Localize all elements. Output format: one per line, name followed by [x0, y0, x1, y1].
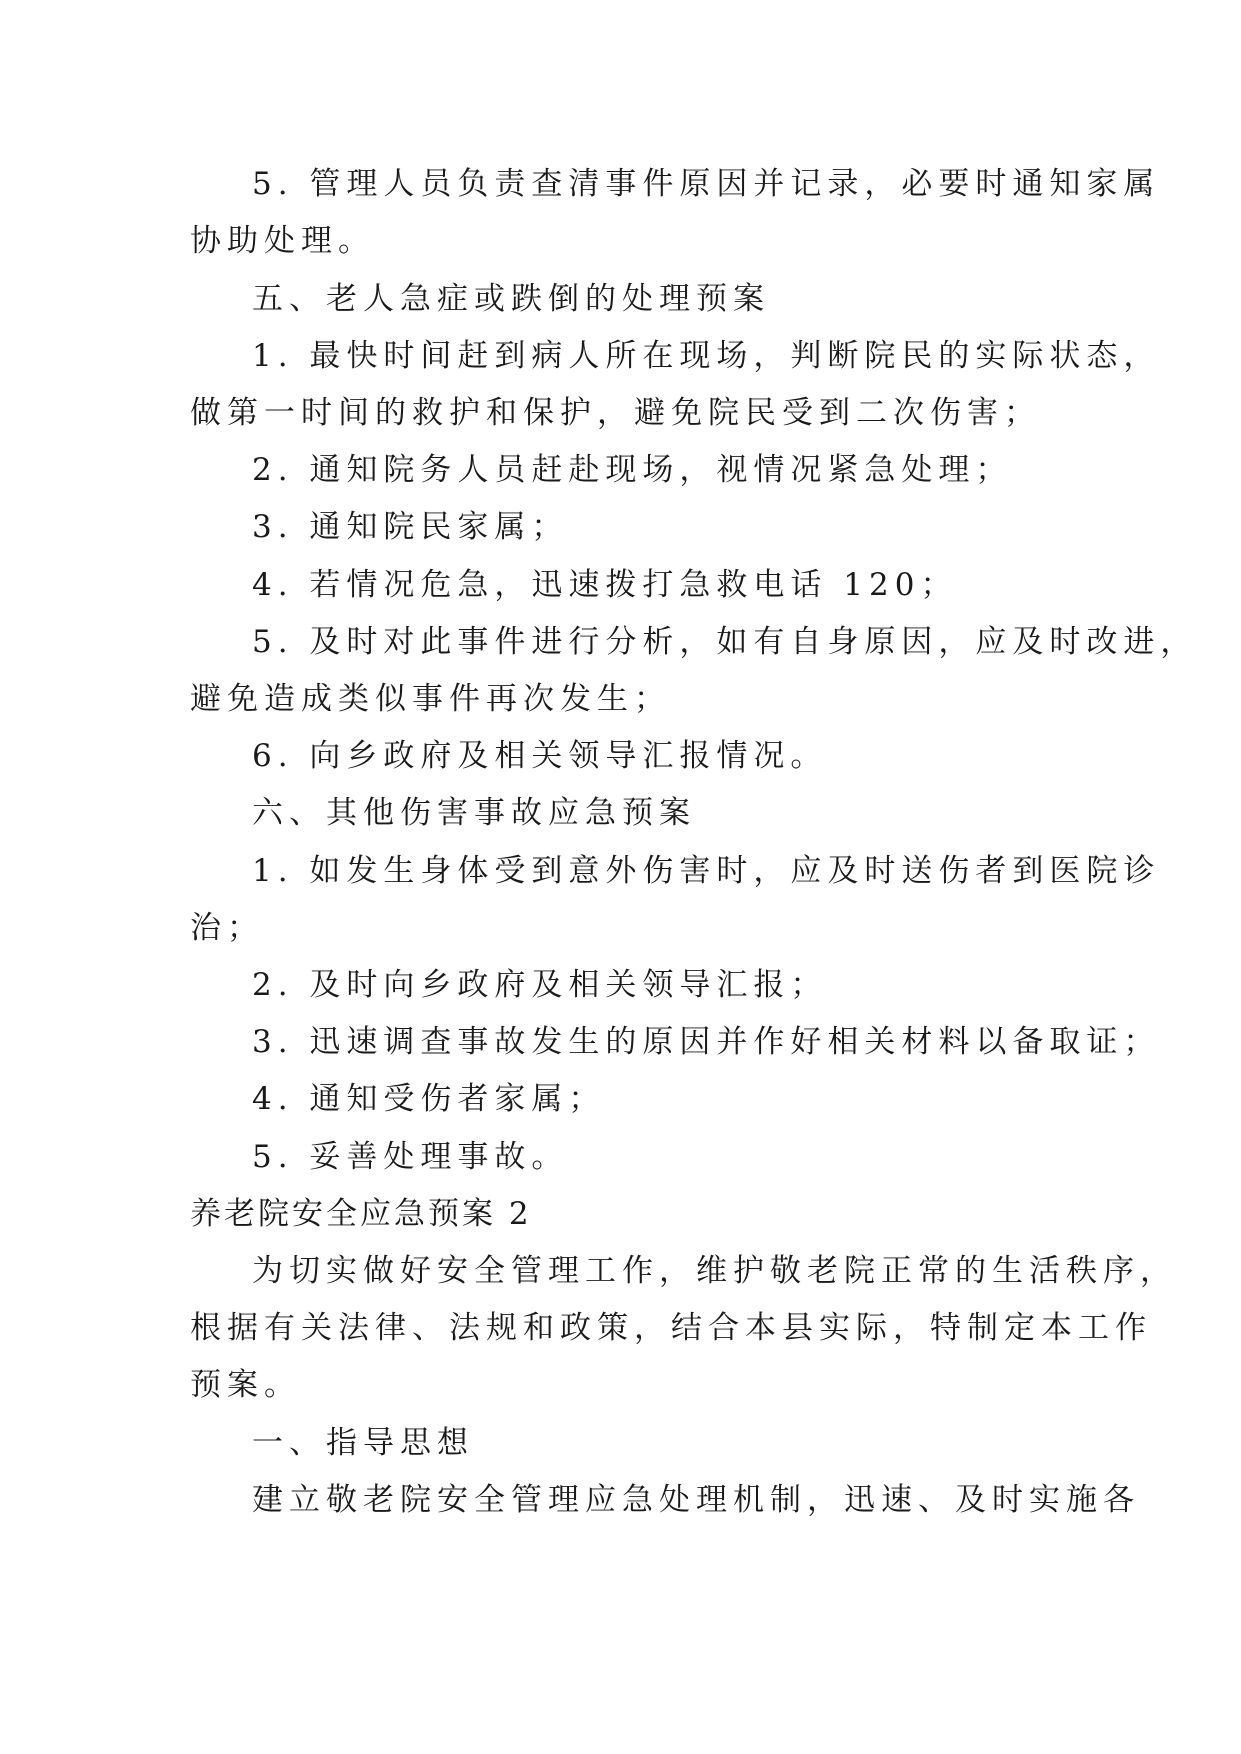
paragraph-line: 根据有关法律、法规和政策，结合本县实际，特制定本工作 [190, 1310, 1152, 1346]
section-heading: 五、老人急症或跌倒的处理预案 [252, 281, 770, 317]
paragraph-line: 4. 通知受伤者家属； [252, 1081, 606, 1117]
paragraph-line: 预案。 [190, 1367, 301, 1403]
paragraph-line: 4. 若情况危急，迅速拨打急救电话 120； [252, 567, 958, 603]
paragraph-line: 6. 向乡政府及相关领导汇报情况。 [252, 738, 828, 774]
section-heading: 一、指导思想 [252, 1425, 474, 1461]
paragraph-line: 2. 及时向乡政府及相关领导汇报； [252, 967, 828, 1003]
paragraph-line: 5. 妥善处理事故。 [252, 1139, 569, 1175]
paragraph-line: 5. 及时对此事件进行分析，如有自身原因，应及时改进， [252, 624, 1198, 660]
section-heading: 六、其他伤害事故应急预案 [252, 795, 696, 831]
paragraph-line: 避免造成类似事件再次发生； [190, 681, 671, 717]
paragraph-line: 治； [190, 910, 264, 946]
paragraph-line: 3. 通知院民家属； [252, 509, 569, 545]
paragraph-line: 3. 迅速调查事故发生的原因并作好相关材料以备取证； [252, 1024, 1161, 1060]
paragraph-line: 建立敬老院安全管理应急处理机制，迅速、及时实施各 [252, 1482, 1140, 1518]
paragraph-line: 做第一时间的救护和保护，避免院民受到二次伤害； [190, 395, 1041, 431]
paragraph-line: 1. 最快时间赶到病人所在现场，判断院民的实际状态， [252, 338, 1161, 374]
paragraph-line: 5. 管理人员负责查清事件原因并记录，必要时通知家属 [252, 166, 1161, 202]
paragraph-line: 2. 通知院务人员赶赴现场，视情况紧急处理； [252, 452, 1013, 488]
paragraph-line: 1. 如发生身体受到意外伤害时，应及时送伤者到医院诊 [252, 853, 1161, 889]
paragraph-line: 为切实做好安全管理工作，维护敬老院正常的生活秩序， [252, 1253, 1177, 1289]
document-title: 养老院安全应急预案 2 [190, 1196, 532, 1232]
paragraph-line: 协助处理。 [190, 223, 375, 259]
